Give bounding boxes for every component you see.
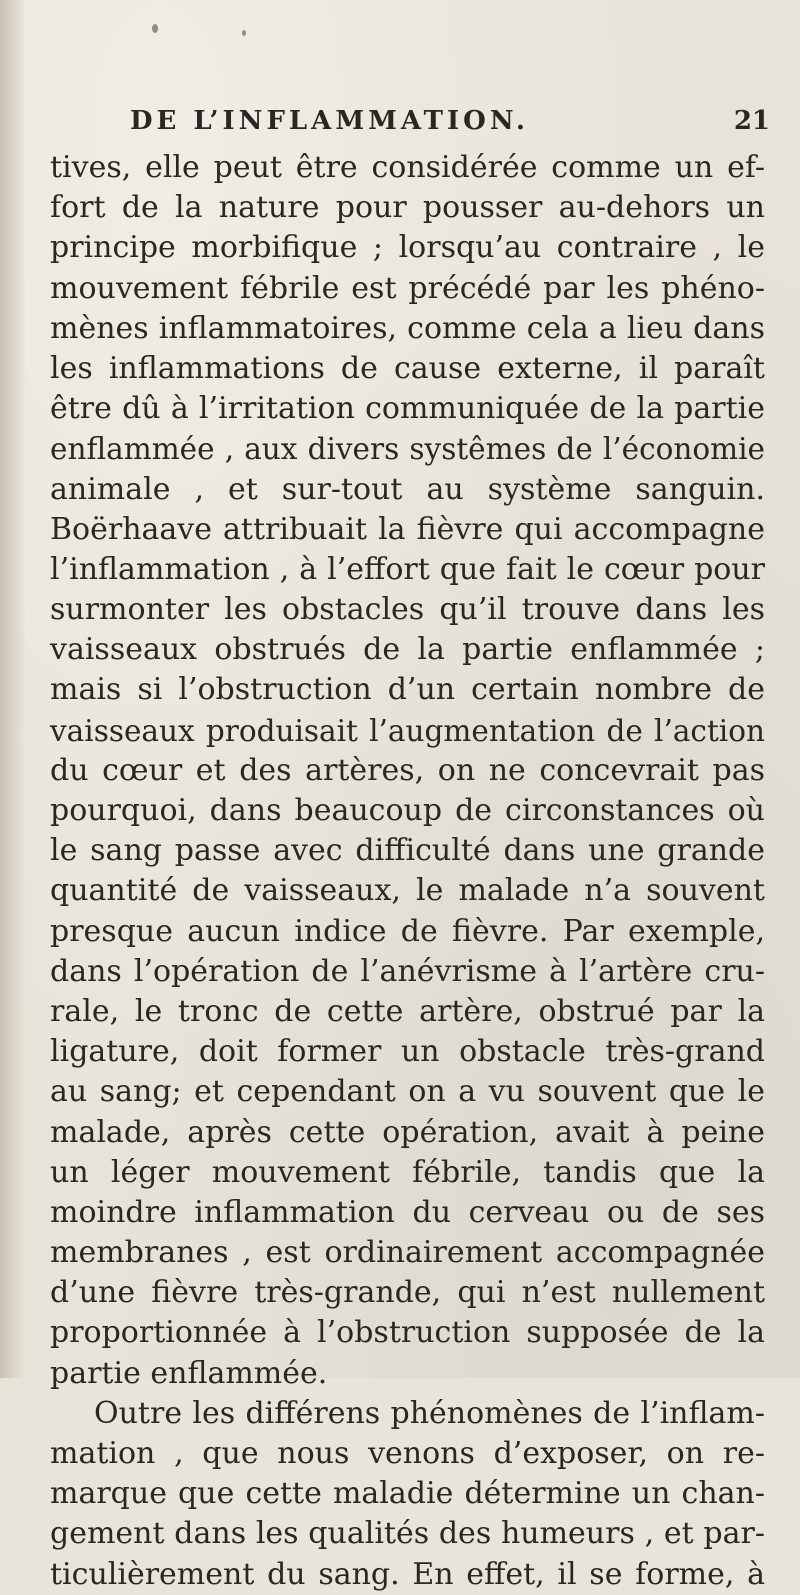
text-line: d’une fièvre très-grande, qui n’est nullement: [50, 1275, 765, 1311]
text-line: mènes inflammatoires, comme cela a lieu dans: [50, 310, 765, 346]
text-line: mais si l’obstruction d’un certain nombre de: [50, 672, 765, 708]
page-header: [130, 106, 770, 146]
text-line: enflammée , aux divers systêmes de l’économie: [50, 432, 765, 467]
text-line: principe morbifique ; lorsqu’au contraire , le: [50, 230, 765, 266]
text-line-paragraph-end: partie enflammée.: [50, 1355, 328, 1391]
text-line: gement dans les qualités des humeurs , et par-: [50, 1516, 765, 1552]
page-number: 21: [733, 106, 770, 136]
text-line: du cœur et des artères, on ne concevrait pas: [50, 752, 765, 788]
text-line: le sang passe avec difficulté dans une grande: [50, 833, 765, 869]
running-head: DE L’INFLAMMATION.: [130, 106, 529, 136]
text-line: un léger mouvement fébrile, tandis que la: [50, 1154, 765, 1190]
text-line: presque aucun indice de fièvre. Par exemple,: [50, 913, 765, 949]
text-line: l’inflammation , à l’effort que fait le cœur pour: [50, 551, 765, 587]
text-line: rale, le tronc de cette artère, obstrué par la: [50, 993, 765, 1029]
page-gutter-shadow: [0, 0, 26, 1378]
text-line: moindre inflammation du cerveau ou de ses: [50, 1194, 765, 1230]
text-line: surmonter les obstacles qu’il trouve dans les: [50, 592, 765, 628]
text-line: ticulièrement du sang. En effet, il se forme, à: [50, 1556, 765, 1592]
text-line: les inflammations de cause externe, il paraît: [50, 350, 765, 386]
text-line: ligature, doit former un obstacle très-grand: [50, 1034, 765, 1070]
text-line: au sang; et cependant on a vu souvent que le: [50, 1074, 765, 1110]
text-line-paragraph-start: Outre les différens phénomènes de l’inflam-: [94, 1395, 765, 1431]
text-line: pourquoi, dans beaucoup de circonstances où: [50, 793, 765, 828]
text-line: proportionnée à l’obstruction supposée de la: [50, 1315, 765, 1351]
text-line: marque que cette maladie détermine un chan-: [50, 1476, 765, 1512]
text-line: vaisseaux produisait l’augmentation de l’action: [50, 713, 765, 748]
text-line: fort de la nature pour pousser au-dehors un: [50, 190, 765, 226]
text-line: mouvement fébrile est précédé par les phéno-: [50, 270, 765, 306]
text-line: malade, après cette opération, avait à peine: [50, 1114, 765, 1150]
text-line: dans l’opération de l’anévrisme à l’artère cru-: [50, 953, 765, 989]
text-line: quantité de vaisseaux, le malade n’a souvent: [50, 873, 765, 909]
text-line: mation , que nous venons d’exposer, on re-: [50, 1436, 765, 1471]
text-line: membranes , est ordinairement accompagnée: [50, 1235, 765, 1271]
ink-speck: [152, 24, 158, 33]
text-line: animale , et sur-tout au système sanguin.: [50, 471, 765, 507]
text-line: vaisseaux obstrués de la partie enflammée ;: [50, 632, 765, 668]
text-line: Boërhaave attribuait la fièvre qui accompagne: [50, 511, 765, 547]
text-line: être dû à l’irritation communiquée de la partie: [50, 391, 765, 427]
ink-speck: [242, 30, 246, 36]
text-line: tives, elle peut être considérée comme un ef-: [50, 150, 765, 185]
